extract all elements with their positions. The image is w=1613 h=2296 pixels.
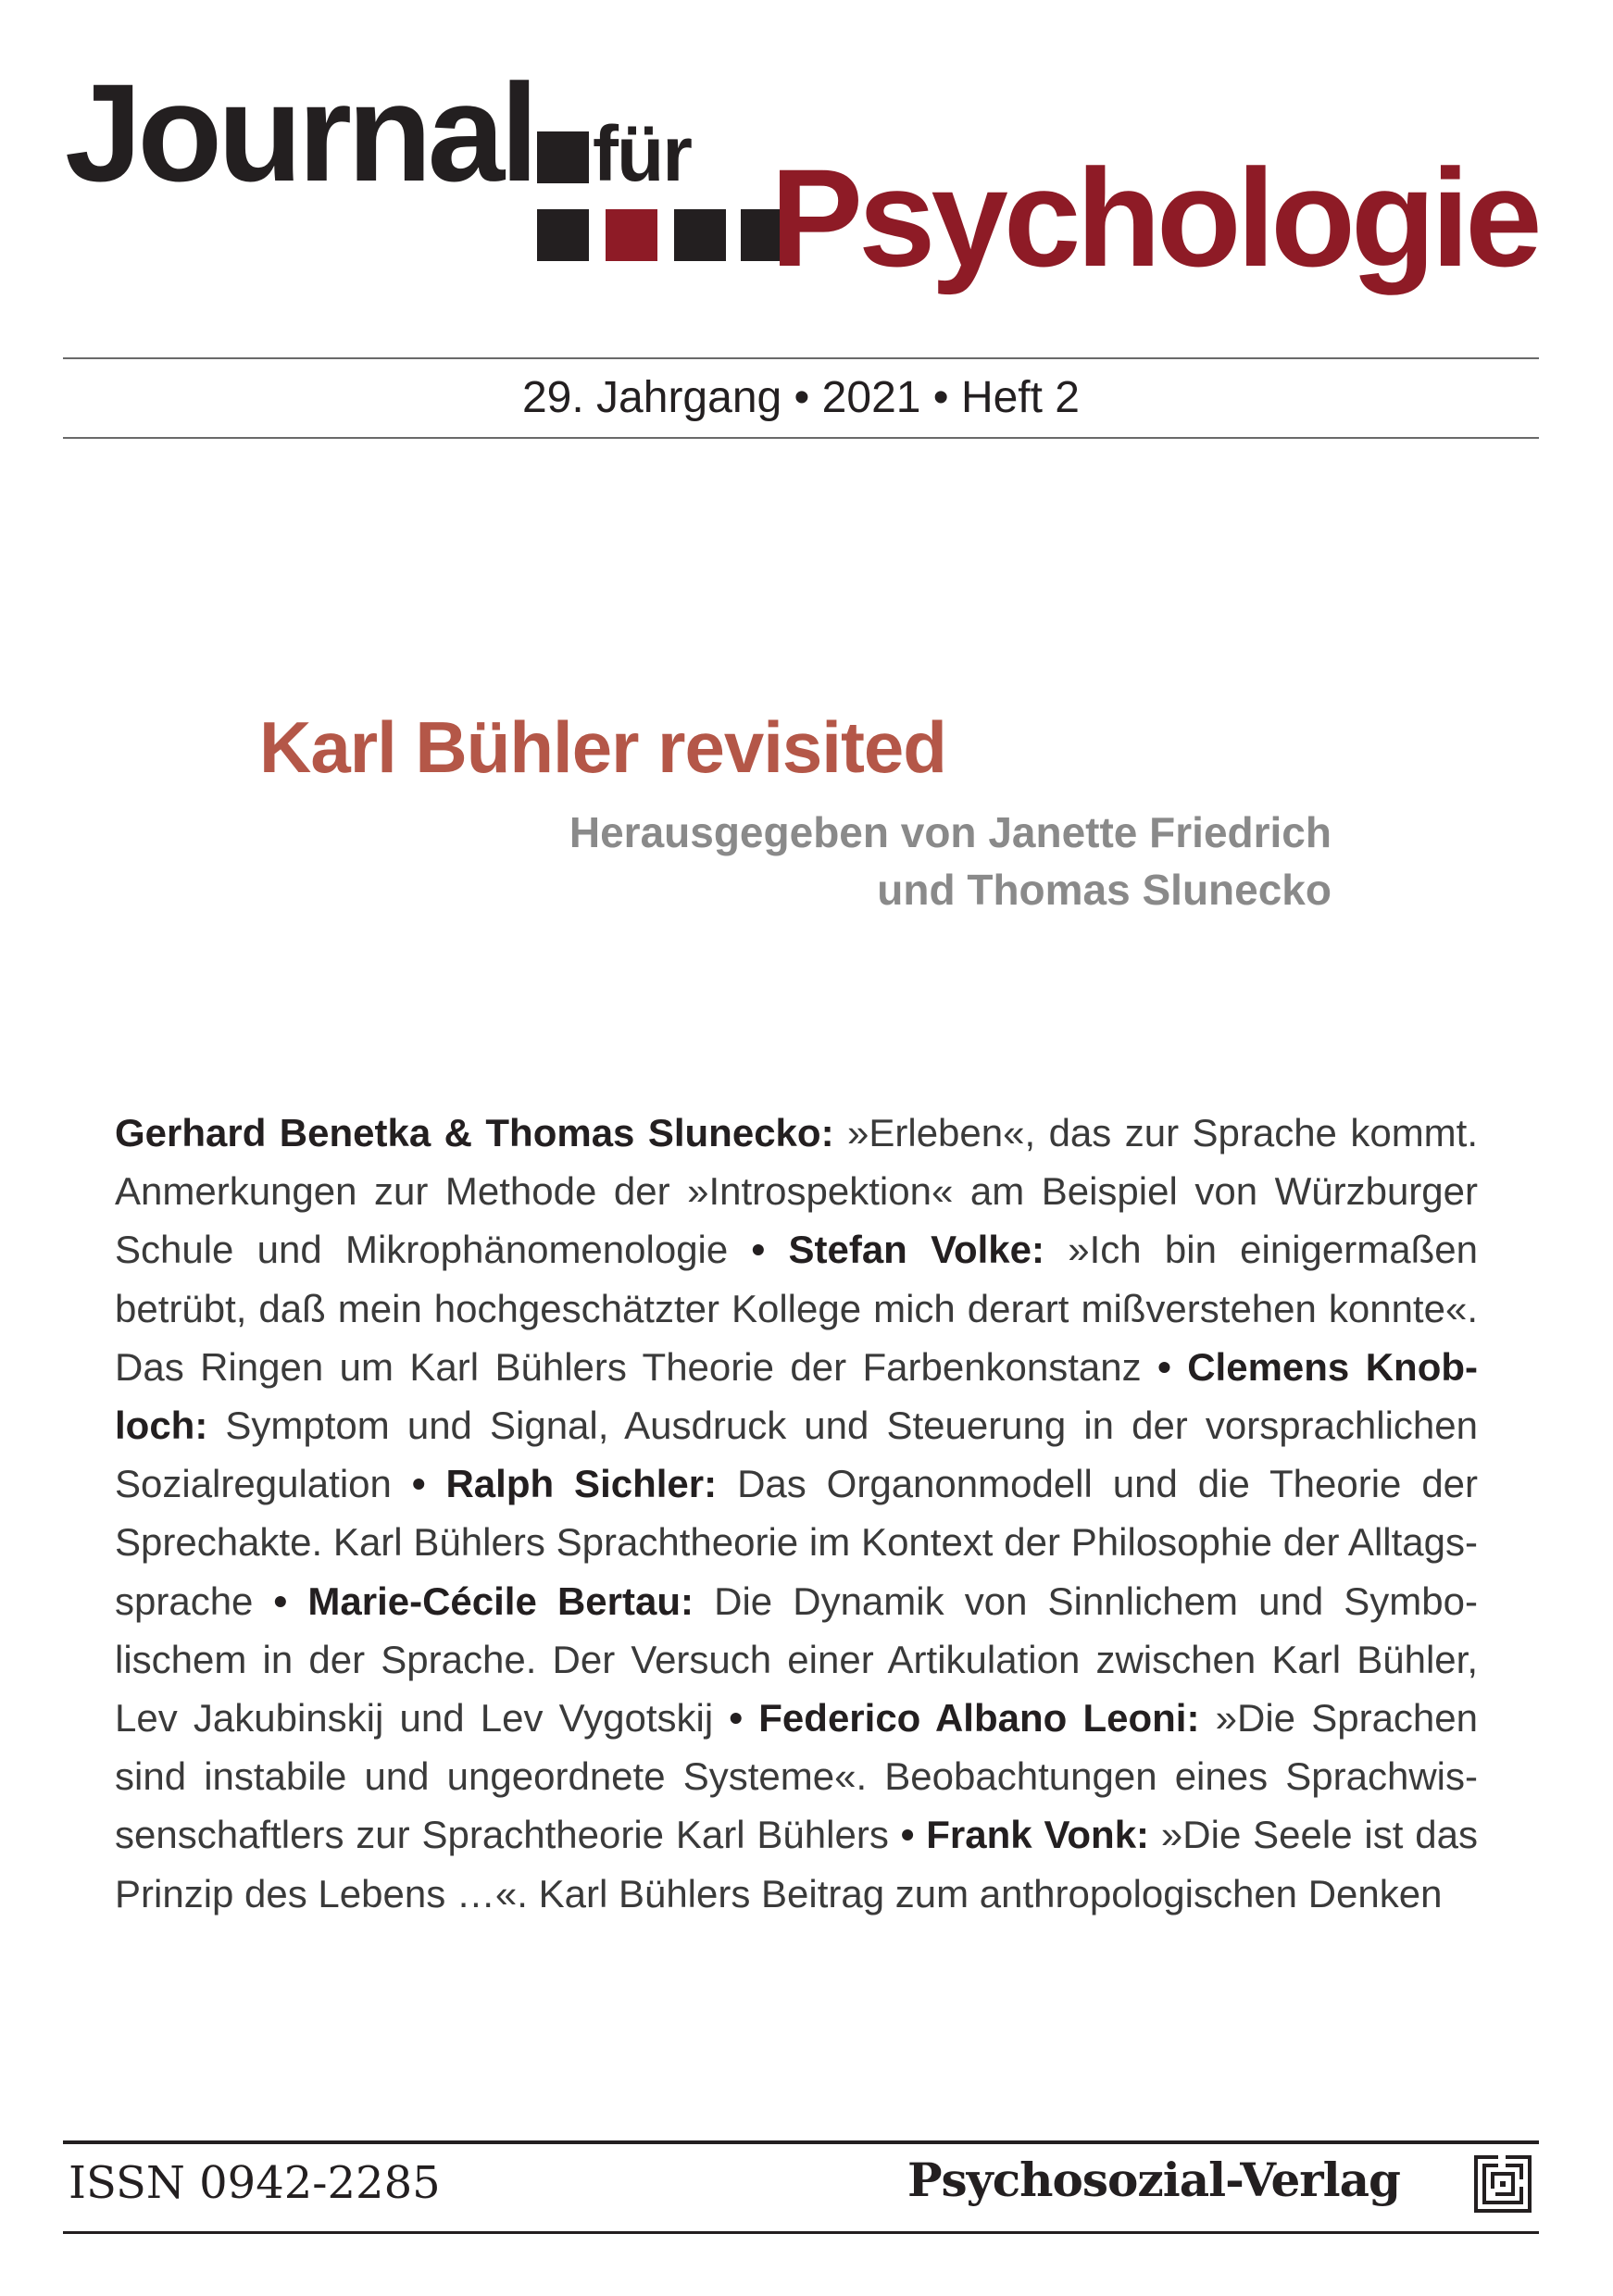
toc-title: »Ich bin einigermaßen betrübt, daß mein hochgeschätzter Kollege mich derart mißverstehen konnte«. Das Ringen um Karl Bühlers Theorie der Farbenkonstanz	[115, 1228, 1478, 1389]
toc-title: »Die Sprachen sind instabile und ungeordnete Systeme«. Beobachtungen eines Sprachwissenschaftlers zur Sprachtheorie Karl Bühlers	[115, 1696, 1478, 1857]
footer-rule-top	[63, 2140, 1539, 2144]
logo-square-red-bottom-1	[606, 209, 657, 261]
logo-square-dark-top	[537, 131, 589, 183]
issn: ISSN 0942-2285	[69, 2157, 441, 2209]
maze-icon	[1474, 2155, 1532, 2213]
bullet-separator: •	[729, 1696, 744, 1741]
bullet-separator: •	[1157, 1344, 1171, 1389]
table-of-contents	[115, 1104, 1478, 1923]
toc-author: Frank Vonk:	[926, 1813, 1150, 1857]
publisher-name: Psychosozial-Verlag	[907, 2152, 1400, 2207]
toc-title: »Die Seele ist das Prinzip des Lebens …«. Karl Bühlers Beitrag zum anthropologischen Denken	[115, 1813, 1479, 1915]
toc-title: »Erleben«, das zur Sprache kommt. Anmerkungen zur Methode der »Introspektion« am Beispiel von Würzburger Schule und Mikrophänomenologie	[115, 1111, 1479, 1272]
toc-title: Die Dynamik von Sinnlichem und Symbolischem in der Sprache. Der Versuch einer Artikulation zwischen Karl Bühler, Lev Jakubinskij und Lev Vygotskij	[115, 1578, 1479, 1741]
toc-author: Ralph Sichler:	[445, 1462, 718, 1506]
issue-line: 29. Jahrgang • 2021 • Heft 2	[521, 373, 1080, 422]
bullet-separator: •	[273, 1578, 288, 1623]
top-rule-1	[63, 357, 1539, 359]
toc-author: Stefan Volke:	[788, 1228, 1044, 1272]
editors-line-2: und Thomas Slunecko	[877, 866, 1332, 914]
editors-line-1: Herausgegeben von Janette Friedrich	[569, 808, 1332, 856]
footer-rule-bottom	[63, 2231, 1539, 2234]
toc-author: Gerhard Benetka & Thomas Slunecko:	[115, 1111, 834, 1154]
journal-wordmark: Journal	[65, 55, 534, 210]
top-rule-2	[63, 437, 1539, 439]
logo-square-dark-bottom-left	[537, 209, 589, 261]
bullet-separator: •	[411, 1462, 426, 1506]
toc-title: Symptom und Signal, Ausdruck und Steuerung in der vorsprachlichen Sozialregulation	[115, 1404, 1478, 1506]
bullet-separator: •	[900, 1813, 915, 1857]
logo-square-dark-bottom-2	[674, 209, 726, 261]
toc-author: Marie-Cécile Bertau:	[307, 1578, 694, 1623]
toc-author: Clemens Knobloch:	[115, 1344, 1479, 1448]
toc-author: Federico Albano Leoni:	[758, 1696, 1200, 1741]
psychologie-wordmark: Psychologie	[770, 140, 1538, 295]
fuer-wordmark: für	[593, 110, 691, 197]
bullet-separator: •	[751, 1228, 766, 1272]
theme-title: Karl Bühler revisited	[259, 706, 946, 788]
toc-title: Das Organonmodell und die Theorie der Sprechakte. Karl Bühlers Sprachtheorie im Kontext der Philosophie der Alltagssprache	[115, 1462, 1479, 1623]
